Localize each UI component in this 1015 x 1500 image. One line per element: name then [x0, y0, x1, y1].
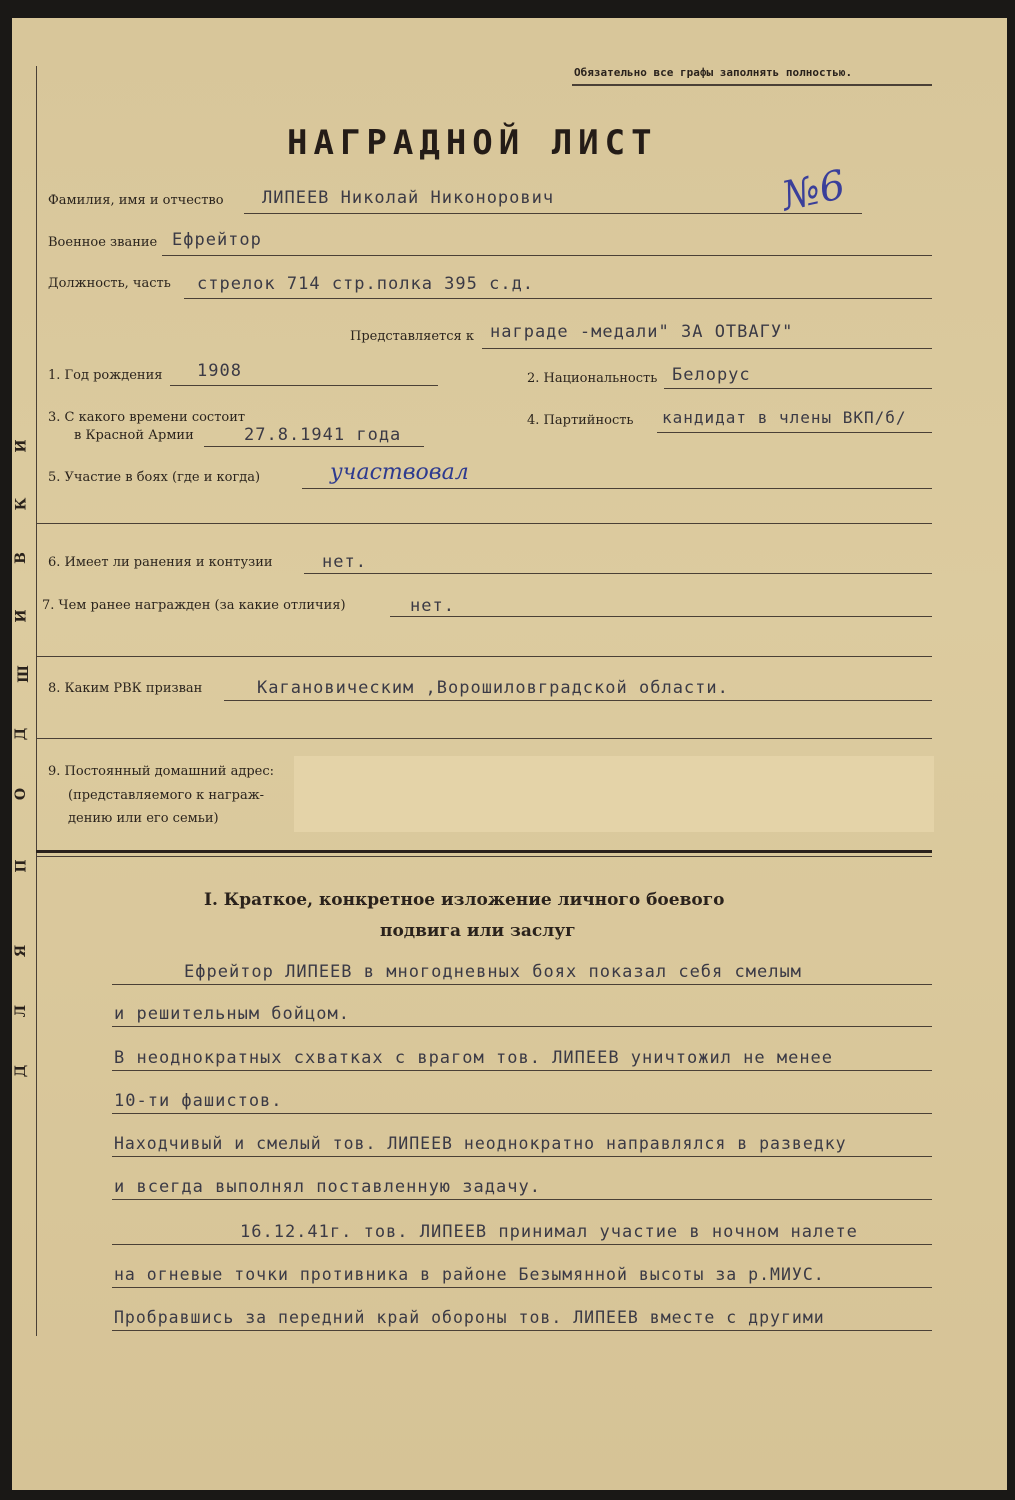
- side-letter: К: [13, 497, 30, 511]
- rvk-line: [224, 700, 932, 701]
- section-divider: [36, 850, 932, 853]
- nationality-value: Белорус: [672, 365, 751, 385]
- narrative-line: 10-ти фашистов.: [114, 1091, 283, 1111]
- award-line: [482, 348, 932, 349]
- party-value: кандидат в члены ВКП/б/: [662, 408, 907, 427]
- side-letter: Л: [13, 1004, 30, 1018]
- name-label: Фамилия, имя и отчество: [48, 193, 224, 208]
- side-letter: Ш: [15, 665, 32, 683]
- section-heading-line1: I. Краткое, конкретное изложение личного боевого: [204, 890, 725, 910]
- section-divider-thin: [36, 856, 932, 857]
- award-value: награде -медали" ЗА ОТВАГУ": [490, 322, 794, 342]
- section-heading-line2: подвига или заслуг: [380, 921, 576, 941]
- rank-line: [162, 255, 932, 256]
- notice-text: Обязательно все графы заполнять полностью.: [574, 66, 853, 79]
- wounds-value: нет.: [322, 552, 367, 572]
- side-letter: И: [13, 439, 30, 453]
- name-value: ЛИПЕЕВ Николай Никонорович: [262, 188, 555, 208]
- narrative-rule: [112, 1026, 932, 1027]
- narrative-rule: [112, 1199, 932, 1200]
- side-letter: Д: [13, 727, 30, 741]
- nationality-label: 2. Национальность: [527, 371, 658, 386]
- rank-label: Военное звание: [48, 235, 158, 250]
- narrative-rule: [112, 1330, 932, 1331]
- wounds-label: 6. Имеет ли ранения и контузии: [48, 555, 273, 570]
- service-value: 27.8.1941 года: [244, 425, 402, 445]
- award-sheet: [12, 18, 1007, 1490]
- handwritten-number: №6: [777, 161, 850, 221]
- position-label: Должность, часть: [48, 276, 171, 291]
- narrative-rule: [112, 1070, 932, 1071]
- side-letter: О: [13, 787, 30, 801]
- side-letter: Д: [13, 1064, 30, 1078]
- battles-line: [302, 488, 932, 489]
- narrative-rule: [112, 1113, 932, 1114]
- battles-label: 5. Участие в боях (где и когда): [48, 470, 261, 485]
- battles-value: участвовал: [330, 460, 469, 485]
- narrative-rule: [112, 1244, 932, 1245]
- birth-line: [170, 385, 438, 386]
- address-label-line2: (представляемого к награж-: [68, 788, 265, 803]
- address-label-line3: дению или его семьи): [68, 811, 219, 826]
- side-letter: В: [12, 552, 29, 564]
- rvk-label: 8. Каким РВК призван: [48, 681, 203, 696]
- narrative-line: В неоднократных схватках с врагом тов. ЛИПЕЕВ уничтожил не менее: [114, 1048, 834, 1068]
- side-letter: П: [13, 859, 30, 873]
- narrative-line: 16.12.41г. тов. ЛИПЕЕВ принимал участие в ночном налете: [240, 1222, 858, 1242]
- prev-awards-line-2: [36, 656, 932, 657]
- narrative-line: Ефрейтор ЛИПЕЕВ в многодневных боях показал себя смелым: [184, 962, 802, 982]
- rank-value: Ефрейтор: [172, 230, 262, 250]
- nationality-line: [664, 388, 932, 389]
- award-label: Представляется к: [350, 329, 474, 344]
- narrative-line: Пробравшись за передний край обороны тов. ЛИПЕЕВ вместе с другими: [114, 1308, 825, 1327]
- narrative-rule: [112, 984, 932, 985]
- service-label-line2: в Красной Армии: [74, 428, 194, 443]
- prev-awards-label: 7. Чем ранее награжден (за какие отличия): [42, 598, 346, 613]
- address-redaction: [294, 756, 934, 832]
- party-label: 4. Партийность: [527, 413, 634, 428]
- birth-label: 1. Год рождения: [48, 368, 163, 383]
- address-label-line1: 9. Постоянный домашний адрес:: [48, 764, 275, 779]
- margin-line: [36, 66, 37, 1336]
- service-label-line1: 3. С какого времени состоит: [48, 410, 246, 425]
- narrative-line: и всегда выполнял поставленную задачу.: [114, 1177, 541, 1197]
- prev-awards-line: [390, 616, 932, 617]
- battles-line-2: [36, 523, 932, 524]
- position-value: стрелок 714 стр.полка 395 с.д.: [197, 274, 535, 294]
- party-line: [657, 432, 932, 433]
- narrative-rule: [112, 1156, 932, 1157]
- wounds-line: [304, 573, 932, 574]
- position-line: [184, 298, 932, 299]
- rvk-value: Кагановическим ,Ворошиловградской области.: [257, 678, 729, 698]
- page-title: НАГРАДНОЙ ЛИСТ: [287, 123, 658, 163]
- narrative-line: и решительным бойцом.: [114, 1004, 350, 1024]
- rvk-line-2: [36, 738, 932, 739]
- prev-awards-value: нет.: [410, 596, 455, 616]
- narrative-line: на огневые точки противника в районе Безымянной высоты за р.МИУС.: [114, 1265, 825, 1284]
- side-letter: Я: [13, 944, 30, 958]
- birth-value: 1908: [197, 361, 242, 381]
- name-line: [244, 213, 862, 214]
- service-line: [204, 446, 424, 447]
- side-letter: И: [13, 609, 30, 623]
- notice-underline: [572, 84, 932, 86]
- narrative-line: Находчивый и смелый тов. ЛИПЕЕВ неоднократно направлялся в разведку: [114, 1134, 847, 1153]
- narrative-rule: [112, 1287, 932, 1288]
